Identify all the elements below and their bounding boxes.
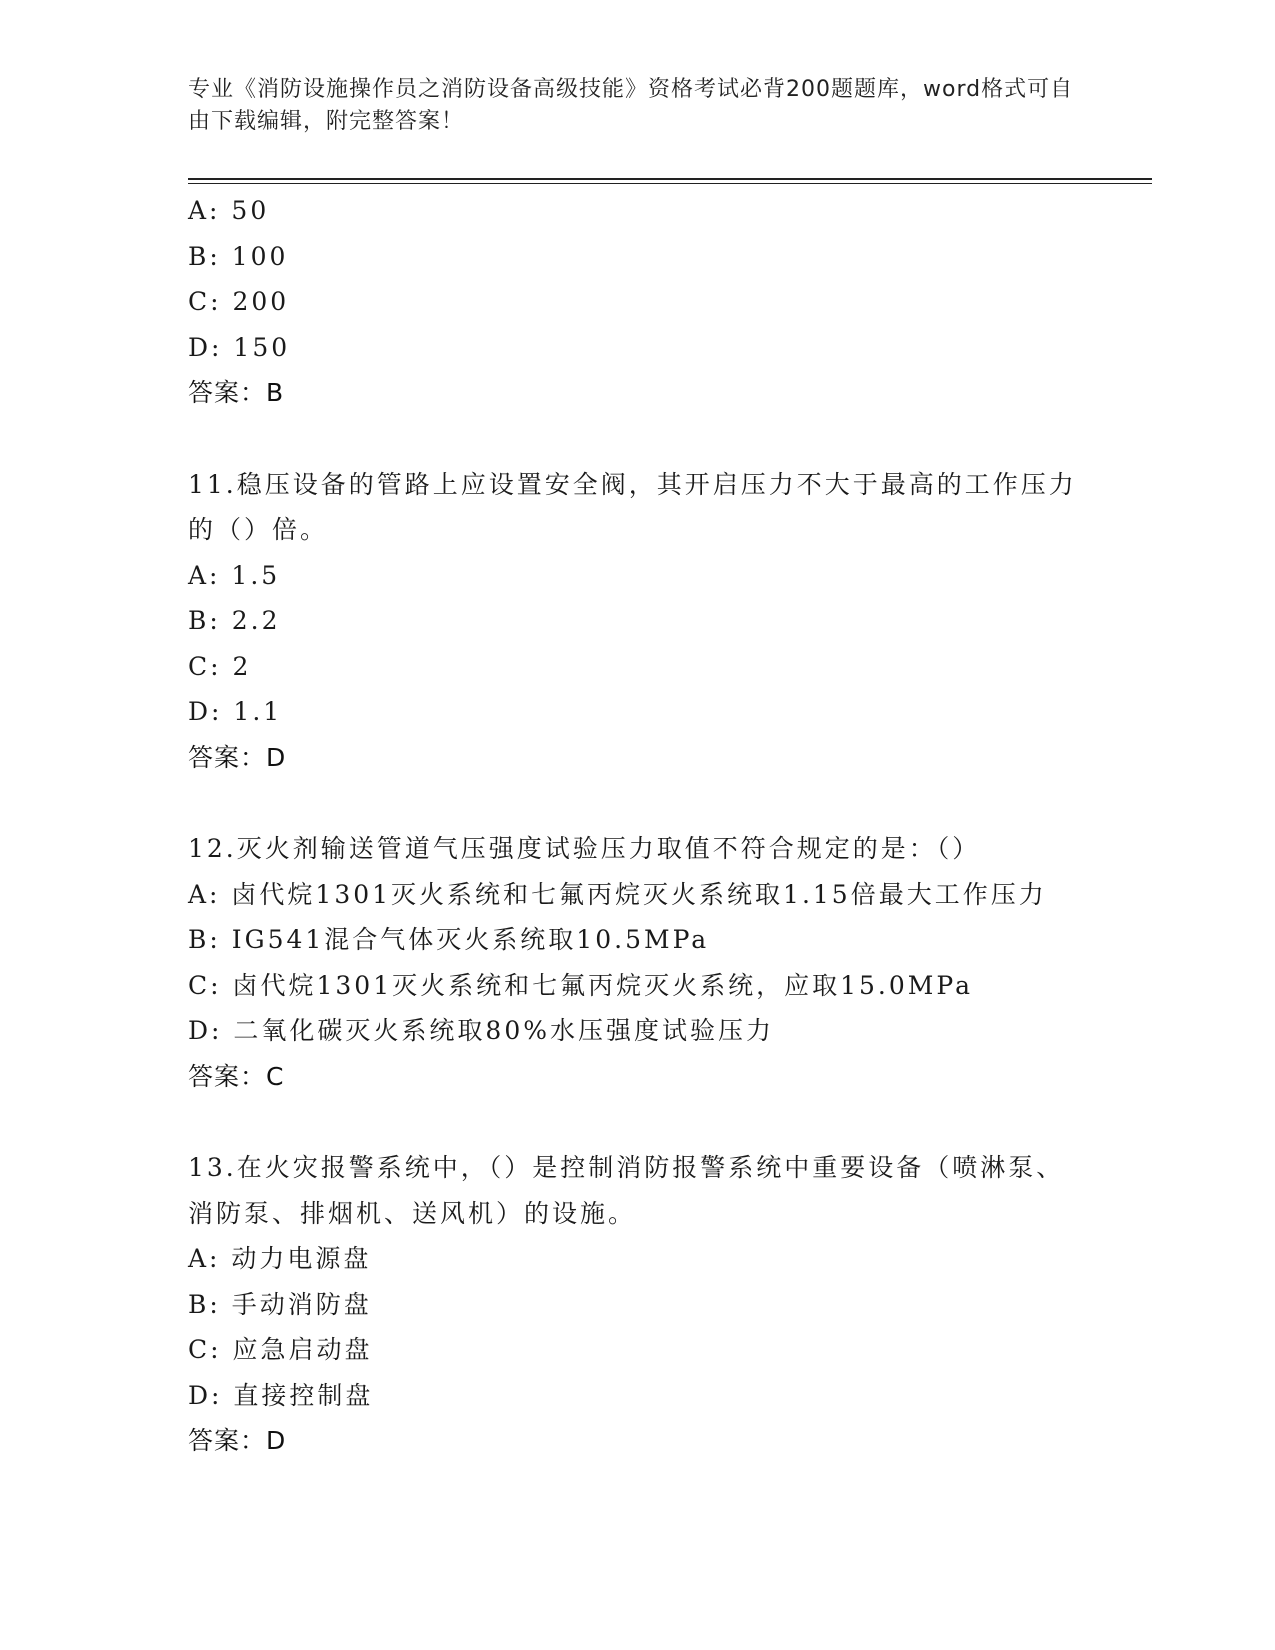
option-c: C: 2 [188,651,252,681]
option-c: C: 应急启动盘 [188,1335,373,1364]
spacer [188,1099,1088,1145]
document-header: 专业《消防设施操作员之消防设备高级技能》资格考试必背200题题库，word格式可自由下载编辑，附完整答案！ [188,77,1074,134]
spacer [188,780,1088,826]
option-d: D: 150 [188,332,291,362]
option-b: B: 100 [188,241,289,271]
option-c: C: 200 [188,287,290,316]
option-b: B: 2.2 [188,606,281,635]
option-c: C: 卤代烷1301灭火系统和七氟丙烷灭火系统，应取15.0MPa [188,970,973,1000]
answer-line: 答案：D [188,742,287,772]
option-d: D: 1.1 [188,697,283,726]
option-a: A: 动力电源盘 [188,1244,372,1273]
question-list [188,188,1088,1464]
answer-line: 答案：B [188,378,285,407]
question-stem: 12.灭火剂输送管道气压强度试验压力取值不符合规定的是：（） [188,834,981,863]
spacer [188,416,1088,462]
option-b: B: IG541混合气体灭火系统取10.5MPa [188,925,710,954]
option-d: D: 直接控制盘 [188,1380,374,1410]
header-rule-thick [188,178,1152,180]
option-a: A: 50 [188,196,270,225]
option-a: A: 1.5 [188,560,281,590]
option-a: A: 卤代烷1301灭火系统和七氟丙烷灭火系统取1.15倍最大工作压力 [188,879,1047,909]
option-b: B: 手动消防盘 [188,1289,372,1319]
option-d: D: 二氧化碳灭火系统取80%水压强度试验压力 [188,1016,774,1045]
question-stem: 13.在火灾报警系统中，（）是控制消防报警系统中重要设备（喷淋泵、消防泵、排烟机、送风机）的设施。 [188,1153,1065,1228]
question-block-13 [188,1145,1088,1464]
question-block-12 [188,826,1088,1099]
answer-line: 答案：C [188,1061,285,1091]
header-rule-thin [188,183,1152,184]
question-block-11 [188,462,1088,781]
question-block-10 [188,188,1088,416]
question-stem: 11.稳压设备的管路上应设置安全阀，其开启压力不大于最高的工作压力的（）倍。 [188,469,1077,544]
answer-line: 答案：D [188,1426,287,1455]
